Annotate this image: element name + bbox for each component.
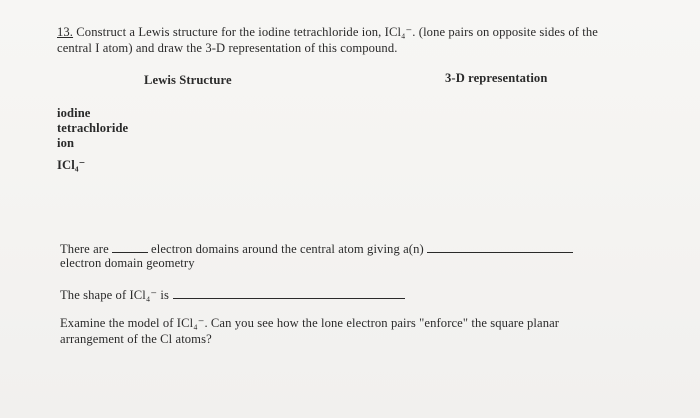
shape-line xyxy=(60,287,405,303)
question-number: 13. xyxy=(57,25,74,39)
domains-text-a: There are xyxy=(60,242,109,256)
label-ion: ion xyxy=(57,136,75,150)
question-text-1: Construct a Lewis structure for the iodine tetrachloride ion, ICl₄⁻. (lone pairs on opposite sides of the xyxy=(73,25,598,39)
shape-blank[interactable] xyxy=(173,287,405,299)
domains-text-b: electron domains around the central atom giving a(n) xyxy=(147,242,424,256)
three-d-representation-heading: 3-D representation xyxy=(445,71,548,85)
shape-text: The shape of ICl₄⁻ is xyxy=(60,288,169,302)
lewis-structure-heading: Lewis Structure xyxy=(144,73,232,87)
question-line-1 xyxy=(57,25,598,40)
examine-line-1: Examine the model of ICl₄⁻. Can you see how the lone electron pairs "enforce" the square planar xyxy=(60,316,560,330)
domains-line-1 xyxy=(60,241,573,257)
domains-line-2: electron domain geometry xyxy=(60,256,195,270)
question-line-2: central I atom) and draw the 3-D representation of this compound. xyxy=(57,41,398,55)
label-formula: ICl₄⁻ xyxy=(57,158,86,172)
label-iodine: iodine xyxy=(57,106,91,120)
label-tetrachloride: tetrachloride xyxy=(57,121,129,135)
geometry-blank[interactable] xyxy=(427,241,573,253)
domains-count-blank[interactable] xyxy=(112,241,148,253)
examine-line-2: arrangement of the Cl atoms? xyxy=(60,332,212,346)
